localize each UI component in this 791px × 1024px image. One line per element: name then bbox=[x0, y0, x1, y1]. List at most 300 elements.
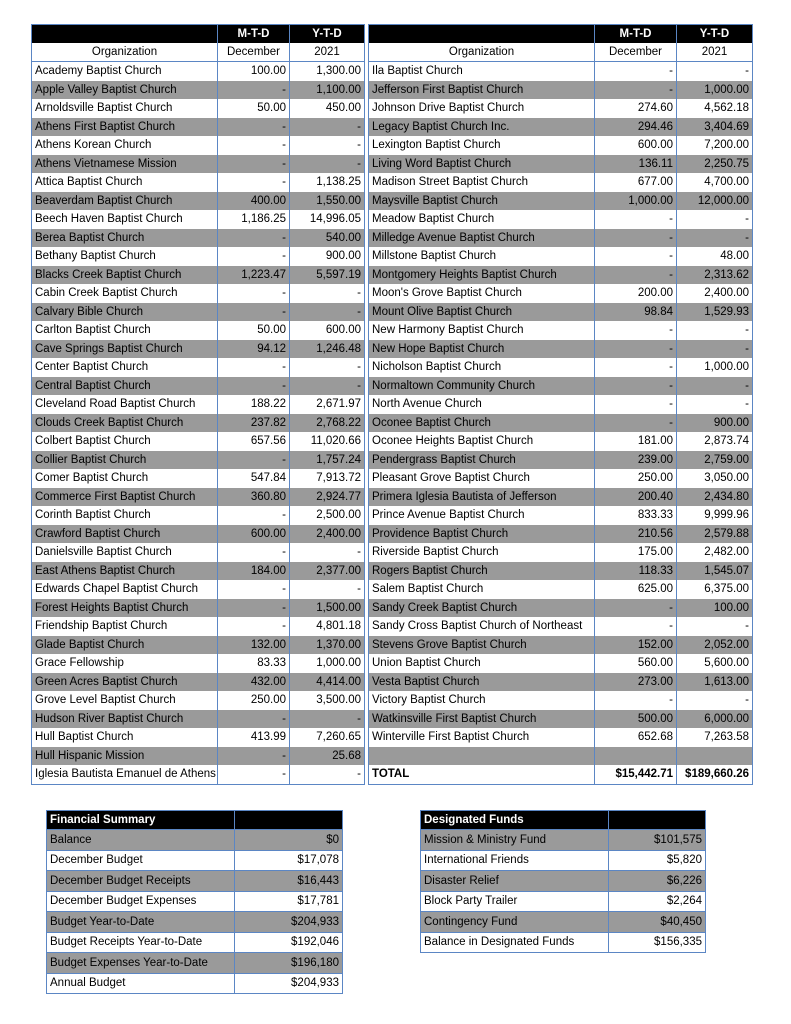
mtd-cell: 273.00 bbox=[595, 673, 677, 692]
summary-value: $5,820 bbox=[609, 850, 706, 871]
mtd-cell: 600.00 bbox=[595, 136, 677, 155]
table-row bbox=[32, 580, 365, 599]
organization-cell: Glade Baptist Church bbox=[32, 636, 218, 655]
ytd-cell: 1,613.00 bbox=[677, 673, 753, 692]
summary-row bbox=[47, 871, 343, 892]
summary-label: Budget Year-to-Date bbox=[47, 912, 235, 933]
organization-cell: Iglesia Bautista Emanuel de Athens bbox=[32, 765, 218, 784]
organization-cell: Athens Vietnamese Mission bbox=[32, 155, 218, 174]
organization-cell: Montgomery Heights Baptist Church bbox=[369, 266, 595, 285]
table-row bbox=[32, 414, 365, 433]
mtd-header: M-T-D bbox=[218, 25, 290, 44]
year-header: 2021 bbox=[290, 43, 365, 62]
table-row bbox=[369, 747, 753, 766]
organization-cell: Living Word Baptist Church bbox=[369, 155, 595, 174]
ytd-cell: 1,000.00 bbox=[677, 358, 753, 377]
ytd-cell: 1,100.00 bbox=[290, 81, 365, 100]
summary-row bbox=[47, 973, 343, 994]
mtd-cell: - bbox=[218, 284, 290, 303]
ytd-cell: - bbox=[677, 617, 753, 636]
mtd-cell: 200.00 bbox=[595, 284, 677, 303]
table-row bbox=[369, 210, 753, 229]
ytd-cell: - bbox=[677, 210, 753, 229]
organization-cell: Beaverdam Baptist Church bbox=[32, 192, 218, 211]
mtd-cell: - bbox=[218, 747, 290, 766]
ytd-cell: - bbox=[290, 136, 365, 155]
table-row bbox=[369, 451, 753, 470]
mtd-cell: 181.00 bbox=[595, 432, 677, 451]
ytd-cell: 2,400.00 bbox=[677, 284, 753, 303]
table-row bbox=[32, 525, 365, 544]
summary-value: $0 bbox=[235, 830, 343, 851]
total-mtd: $15,442.71 bbox=[595, 765, 677, 784]
mtd-cell: 652.68 bbox=[595, 728, 677, 747]
summary-row bbox=[421, 932, 706, 953]
mtd-cell bbox=[595, 747, 677, 766]
ytd-cell: - bbox=[677, 321, 753, 340]
summary-label: Balance in Designated Funds bbox=[421, 932, 609, 953]
summary-row bbox=[421, 912, 706, 933]
mtd-cell: - bbox=[595, 358, 677, 377]
organization-cell: Pendergrass Baptist Church bbox=[369, 451, 595, 470]
mtd-cell: - bbox=[595, 377, 677, 396]
table-row bbox=[369, 525, 753, 544]
organization-cell: Normaltown Community Church bbox=[369, 377, 595, 396]
summary-value: $196,180 bbox=[235, 953, 343, 974]
ytd-cell: 1,529.93 bbox=[677, 303, 753, 322]
summary-row bbox=[47, 912, 343, 933]
ytd-cell: 25.68 bbox=[290, 747, 365, 766]
ytd-cell: 2,924.77 bbox=[290, 488, 365, 507]
ytd-cell: - bbox=[290, 155, 365, 174]
ytd-cell: 2,500.00 bbox=[290, 506, 365, 525]
ytd-cell: 1,545.07 bbox=[677, 562, 753, 581]
summary-value: $192,046 bbox=[235, 932, 343, 953]
ytd-cell: 4,700.00 bbox=[677, 173, 753, 192]
ytd-cell: 1,550.00 bbox=[290, 192, 365, 211]
table-row bbox=[369, 118, 753, 137]
table-row bbox=[369, 488, 753, 507]
table-row bbox=[369, 395, 753, 414]
table-row bbox=[369, 506, 753, 525]
table-row bbox=[32, 155, 365, 174]
mtd-cell: - bbox=[218, 229, 290, 248]
ytd-cell: 2,377.00 bbox=[290, 562, 365, 581]
mtd-cell: 500.00 bbox=[595, 710, 677, 729]
total-ytd: $189,660.26 bbox=[677, 765, 753, 784]
organization-cell: Hull Baptist Church bbox=[32, 728, 218, 747]
organization-cell: Colbert Baptist Church bbox=[32, 432, 218, 451]
ytd-cell: - bbox=[290, 377, 365, 396]
organization-cell: Green Acres Baptist Church bbox=[32, 673, 218, 692]
mtd-cell: - bbox=[218, 580, 290, 599]
ytd-cell: 14,996.05 bbox=[290, 210, 365, 229]
table-row bbox=[32, 488, 365, 507]
mtd-cell: - bbox=[595, 247, 677, 266]
organization-cell: Attica Baptist Church bbox=[32, 173, 218, 192]
ytd-cell: 3,500.00 bbox=[290, 691, 365, 710]
organization-cell: Sandy Creek Baptist Church bbox=[369, 599, 595, 618]
table-row bbox=[32, 358, 365, 377]
summary-label: Block Party Trailer bbox=[421, 891, 609, 912]
organization-cell: Apple Valley Baptist Church bbox=[32, 81, 218, 100]
table-row bbox=[369, 340, 753, 359]
mtd-cell: 98.84 bbox=[595, 303, 677, 322]
table-row bbox=[369, 136, 753, 155]
table-row bbox=[369, 321, 753, 340]
ytd-cell: - bbox=[290, 765, 365, 784]
mtd-cell: - bbox=[595, 210, 677, 229]
organization-cell: Crawford Baptist Church bbox=[32, 525, 218, 544]
ytd-cell: 48.00 bbox=[677, 247, 753, 266]
organization-cell: Hudson River Baptist Church bbox=[32, 710, 218, 729]
organization-cell: Stevens Grove Baptist Church bbox=[369, 636, 595, 655]
mtd-cell: 239.00 bbox=[595, 451, 677, 470]
organization-cell: Moon's Grove Baptist Church bbox=[369, 284, 595, 303]
total-label: TOTAL bbox=[369, 765, 595, 784]
mtd-cell: - bbox=[218, 173, 290, 192]
table-row bbox=[369, 62, 753, 81]
organization-cell: Lexington Baptist Church bbox=[369, 136, 595, 155]
table-row bbox=[32, 247, 365, 266]
table-row bbox=[369, 599, 753, 618]
summary-row bbox=[421, 850, 706, 871]
summary-value: $16,443 bbox=[235, 871, 343, 892]
organization-cell: Nicholson Baptist Church bbox=[369, 358, 595, 377]
total-row bbox=[369, 765, 753, 784]
summary-row bbox=[47, 850, 343, 871]
designated-funds-title-row bbox=[421, 811, 706, 830]
summary-label: International Friends bbox=[421, 850, 609, 871]
ytd-cell: 1,138.25 bbox=[290, 173, 365, 192]
organization-cell: Forest Heights Baptist Church bbox=[32, 599, 218, 618]
table-row bbox=[32, 303, 365, 322]
mtd-cell: - bbox=[218, 377, 290, 396]
organization-cell: Berea Baptist Church bbox=[32, 229, 218, 248]
mtd-cell: 50.00 bbox=[218, 321, 290, 340]
table-row bbox=[369, 691, 753, 710]
organization-cell: East Athens Baptist Church bbox=[32, 562, 218, 581]
summary-row bbox=[47, 830, 343, 851]
table-row bbox=[369, 728, 753, 747]
ytd-cell: 7,913.72 bbox=[290, 469, 365, 488]
mtd-cell: 1,000.00 bbox=[595, 192, 677, 211]
organization-cell: North Avenue Church bbox=[369, 395, 595, 414]
ytd-cell: 7,200.00 bbox=[677, 136, 753, 155]
ytd-cell: 2,579.88 bbox=[677, 525, 753, 544]
organization-cell: Jefferson First Baptist Church bbox=[369, 81, 595, 100]
table-row bbox=[32, 321, 365, 340]
ytd-cell: 600.00 bbox=[290, 321, 365, 340]
month-header: December bbox=[218, 43, 290, 62]
ytd-cell: 1,000.00 bbox=[677, 81, 753, 100]
ytd-cell: 5,597.19 bbox=[290, 266, 365, 285]
ytd-cell: 4,562.18 bbox=[677, 99, 753, 118]
ytd-cell: 2,671.97 bbox=[290, 395, 365, 414]
right-contributions-table bbox=[368, 24, 753, 785]
table-row bbox=[369, 636, 753, 655]
organization-cell: Athens First Baptist Church bbox=[32, 118, 218, 137]
mtd-cell: 250.00 bbox=[595, 469, 677, 488]
table-row bbox=[32, 710, 365, 729]
mtd-cell: 413.99 bbox=[218, 728, 290, 747]
ytd-cell: 1,246.48 bbox=[290, 340, 365, 359]
table-row bbox=[32, 765, 365, 784]
organization-cell: Vesta Baptist Church bbox=[369, 673, 595, 692]
ytd-cell: - bbox=[677, 377, 753, 396]
organization-cell: Victory Baptist Church bbox=[369, 691, 595, 710]
mtd-cell: 136.11 bbox=[595, 155, 677, 174]
mtd-cell: - bbox=[595, 321, 677, 340]
mtd-cell: 400.00 bbox=[218, 192, 290, 211]
summary-label: December Budget Expenses bbox=[47, 891, 235, 912]
table-row bbox=[32, 599, 365, 618]
organization-cell: New Hope Baptist Church bbox=[369, 340, 595, 359]
organization-cell: Center Baptist Church bbox=[32, 358, 218, 377]
mtd-cell: - bbox=[595, 599, 677, 618]
table-row bbox=[32, 192, 365, 211]
organization-cell: Winterville First Baptist Church bbox=[369, 728, 595, 747]
ytd-cell: 3,050.00 bbox=[677, 469, 753, 488]
ytd-cell: - bbox=[677, 395, 753, 414]
table-row bbox=[32, 747, 365, 766]
mtd-cell: 83.33 bbox=[218, 654, 290, 673]
table-row bbox=[32, 136, 365, 155]
table-row bbox=[369, 192, 753, 211]
mtd-cell: 94.12 bbox=[218, 340, 290, 359]
organization-cell: Oconee Heights Baptist Church bbox=[369, 432, 595, 451]
table-row bbox=[32, 229, 365, 248]
ytd-cell: 2,250.75 bbox=[677, 155, 753, 174]
organization-cell: Salem Baptist Church bbox=[369, 580, 595, 599]
summary-label: December Budget Receipts bbox=[47, 871, 235, 892]
organization-cell: Providence Baptist Church bbox=[369, 525, 595, 544]
mtd-cell: - bbox=[218, 303, 290, 322]
mtd-cell: 118.33 bbox=[595, 562, 677, 581]
ytd-cell: - bbox=[677, 691, 753, 710]
mtd-cell: - bbox=[595, 691, 677, 710]
mtd-cell: - bbox=[595, 395, 677, 414]
ytd-cell: 900.00 bbox=[677, 414, 753, 433]
mtd-cell: - bbox=[218, 136, 290, 155]
year-header: 2021 bbox=[677, 43, 753, 62]
organization-cell: Athens Korean Church bbox=[32, 136, 218, 155]
ytd-cell: 6,000.00 bbox=[677, 710, 753, 729]
table-row bbox=[369, 377, 753, 396]
table-row bbox=[369, 414, 753, 433]
table-row bbox=[369, 99, 753, 118]
table-row bbox=[369, 617, 753, 636]
table-row bbox=[369, 469, 753, 488]
ytd-header: Y-T-D bbox=[677, 25, 753, 44]
table-row bbox=[369, 247, 753, 266]
organization-cell: Collier Baptist Church bbox=[32, 451, 218, 470]
summary-value: $40,450 bbox=[609, 912, 706, 933]
summary-value: $6,226 bbox=[609, 871, 706, 892]
organization-cell: Beech Haven Baptist Church bbox=[32, 210, 218, 229]
table-row bbox=[369, 432, 753, 451]
mtd-cell: - bbox=[218, 451, 290, 470]
ytd-cell: - bbox=[677, 229, 753, 248]
organization-cell: Grace Fellowship bbox=[32, 654, 218, 673]
ytd-cell: 7,260.65 bbox=[290, 728, 365, 747]
table-row bbox=[369, 81, 753, 100]
summary-value: $17,078 bbox=[235, 850, 343, 871]
organization-cell: Meadow Baptist Church bbox=[369, 210, 595, 229]
organization-cell: Ila Baptist Church bbox=[369, 62, 595, 81]
table-row bbox=[32, 266, 365, 285]
table-row bbox=[32, 562, 365, 581]
table-row bbox=[32, 340, 365, 359]
ytd-cell: 1,300.00 bbox=[290, 62, 365, 81]
organization-cell: Arnoldsville Baptist Church bbox=[32, 99, 218, 118]
ytd-cell: 2,313.62 bbox=[677, 266, 753, 285]
table-row bbox=[32, 432, 365, 451]
organization-cell: Cabin Creek Baptist Church bbox=[32, 284, 218, 303]
organization-cell: Danielsville Baptist Church bbox=[32, 543, 218, 562]
mtd-cell: - bbox=[595, 617, 677, 636]
mtd-cell: 100.00 bbox=[218, 62, 290, 81]
mtd-cell: 188.22 bbox=[218, 395, 290, 414]
title-spacer bbox=[235, 811, 343, 830]
ytd-cell: 3,404.69 bbox=[677, 118, 753, 137]
table-row bbox=[32, 395, 365, 414]
header-spacer bbox=[369, 25, 595, 44]
header-spacer bbox=[32, 25, 218, 44]
summary-row bbox=[421, 871, 706, 892]
summary-value: $17,781 bbox=[235, 891, 343, 912]
mtd-cell: - bbox=[595, 229, 677, 248]
mtd-header: M-T-D bbox=[595, 25, 677, 44]
ytd-cell: - bbox=[290, 118, 365, 137]
ytd-cell: 450.00 bbox=[290, 99, 365, 118]
summary-label: Disaster Relief bbox=[421, 871, 609, 892]
organization-cell: Cleveland Road Baptist Church bbox=[32, 395, 218, 414]
ytd-cell: 7,263.58 bbox=[677, 728, 753, 747]
organization-cell bbox=[369, 747, 595, 766]
organization-cell: Commerce First Baptist Church bbox=[32, 488, 218, 507]
summary-label: Budget Receipts Year-to-Date bbox=[47, 932, 235, 953]
organization-header: Organization bbox=[369, 43, 595, 62]
mtd-cell: 833.33 bbox=[595, 506, 677, 525]
table-row bbox=[369, 155, 753, 174]
mtd-cell: - bbox=[218, 710, 290, 729]
table-row bbox=[32, 728, 365, 747]
mtd-cell: - bbox=[218, 543, 290, 562]
organization-cell: Madison Street Baptist Church bbox=[369, 173, 595, 192]
mtd-cell: - bbox=[595, 81, 677, 100]
table-row bbox=[32, 62, 365, 81]
ytd-cell: 2,434.80 bbox=[677, 488, 753, 507]
table-row bbox=[369, 562, 753, 581]
organization-cell: Carlton Baptist Church bbox=[32, 321, 218, 340]
organization-cell: Hull Hispanic Mission bbox=[32, 747, 218, 766]
mtd-cell: - bbox=[595, 62, 677, 81]
table-row bbox=[369, 284, 753, 303]
financial-summary-table bbox=[46, 810, 343, 994]
organization-cell: Prince Avenue Baptist Church bbox=[369, 506, 595, 525]
mtd-cell: - bbox=[218, 247, 290, 266]
organization-cell: New Harmony Baptist Church bbox=[369, 321, 595, 340]
mtd-cell: - bbox=[595, 414, 677, 433]
table-row bbox=[32, 506, 365, 525]
ytd-cell: - bbox=[677, 340, 753, 359]
ytd-cell: 4,801.18 bbox=[290, 617, 365, 636]
mtd-cell: 657.56 bbox=[218, 432, 290, 451]
period-header-row bbox=[32, 25, 365, 44]
period-header-row bbox=[369, 25, 753, 44]
ytd-cell: 2,482.00 bbox=[677, 543, 753, 562]
mtd-cell: 50.00 bbox=[218, 99, 290, 118]
organization-cell: Oconee Baptist Church bbox=[369, 414, 595, 433]
mtd-cell: 1,223.47 bbox=[218, 266, 290, 285]
organization-cell: Union Baptist Church bbox=[369, 654, 595, 673]
mtd-cell: - bbox=[218, 765, 290, 784]
mtd-cell: 250.00 bbox=[218, 691, 290, 710]
ytd-cell: 2,400.00 bbox=[290, 525, 365, 544]
table-row bbox=[32, 284, 365, 303]
ytd-cell: 9,999.96 bbox=[677, 506, 753, 525]
mtd-cell: 547.84 bbox=[218, 469, 290, 488]
organization-cell: Academy Baptist Church bbox=[32, 62, 218, 81]
organization-cell: Central Baptist Church bbox=[32, 377, 218, 396]
summary-label: Annual Budget bbox=[47, 973, 235, 994]
organization-cell: Bethany Baptist Church bbox=[32, 247, 218, 266]
ytd-cell: - bbox=[290, 580, 365, 599]
mtd-cell: 1,186.25 bbox=[218, 210, 290, 229]
table-row bbox=[32, 451, 365, 470]
mtd-cell: 152.00 bbox=[595, 636, 677, 655]
mtd-cell: 677.00 bbox=[595, 173, 677, 192]
summary-row bbox=[47, 953, 343, 974]
summary-row bbox=[421, 891, 706, 912]
table-row bbox=[32, 469, 365, 488]
mtd-cell: - bbox=[218, 118, 290, 137]
mtd-cell: 432.00 bbox=[218, 673, 290, 692]
ytd-cell: 12,000.00 bbox=[677, 192, 753, 211]
ytd-cell: 5,600.00 bbox=[677, 654, 753, 673]
designated-funds-table bbox=[420, 810, 706, 953]
column-header-row bbox=[32, 43, 365, 62]
mtd-cell: - bbox=[595, 266, 677, 285]
organization-cell: Calvary Bible Church bbox=[32, 303, 218, 322]
table-row bbox=[32, 543, 365, 562]
table-row bbox=[369, 543, 753, 562]
organization-cell: Corinth Baptist Church bbox=[32, 506, 218, 525]
designated-funds-title: Designated Funds bbox=[421, 811, 609, 830]
ytd-cell: 900.00 bbox=[290, 247, 365, 266]
ytd-cell: - bbox=[290, 543, 365, 562]
ytd-cell: 1,000.00 bbox=[290, 654, 365, 673]
ytd-cell: 540.00 bbox=[290, 229, 365, 248]
table-row bbox=[32, 654, 365, 673]
organization-cell: Friendship Baptist Church bbox=[32, 617, 218, 636]
organization-cell: Milledge Avenue Baptist Church bbox=[369, 229, 595, 248]
mtd-cell: 200.40 bbox=[595, 488, 677, 507]
mtd-cell: 274.60 bbox=[595, 99, 677, 118]
organization-cell: Primera Iglesia Bautista of Jefferson bbox=[369, 488, 595, 507]
ytd-cell: - bbox=[290, 710, 365, 729]
organization-cell: Mount Olive Baptist Church bbox=[369, 303, 595, 322]
organization-cell: Rogers Baptist Church bbox=[369, 562, 595, 581]
mtd-cell: 210.56 bbox=[595, 525, 677, 544]
table-row bbox=[369, 710, 753, 729]
summary-row bbox=[47, 932, 343, 953]
organization-cell: Maysville Baptist Church bbox=[369, 192, 595, 211]
organization-cell: Pleasant Grove Baptist Church bbox=[369, 469, 595, 488]
ytd-cell: - bbox=[290, 303, 365, 322]
summary-label: Mission & Ministry Fund bbox=[421, 830, 609, 851]
